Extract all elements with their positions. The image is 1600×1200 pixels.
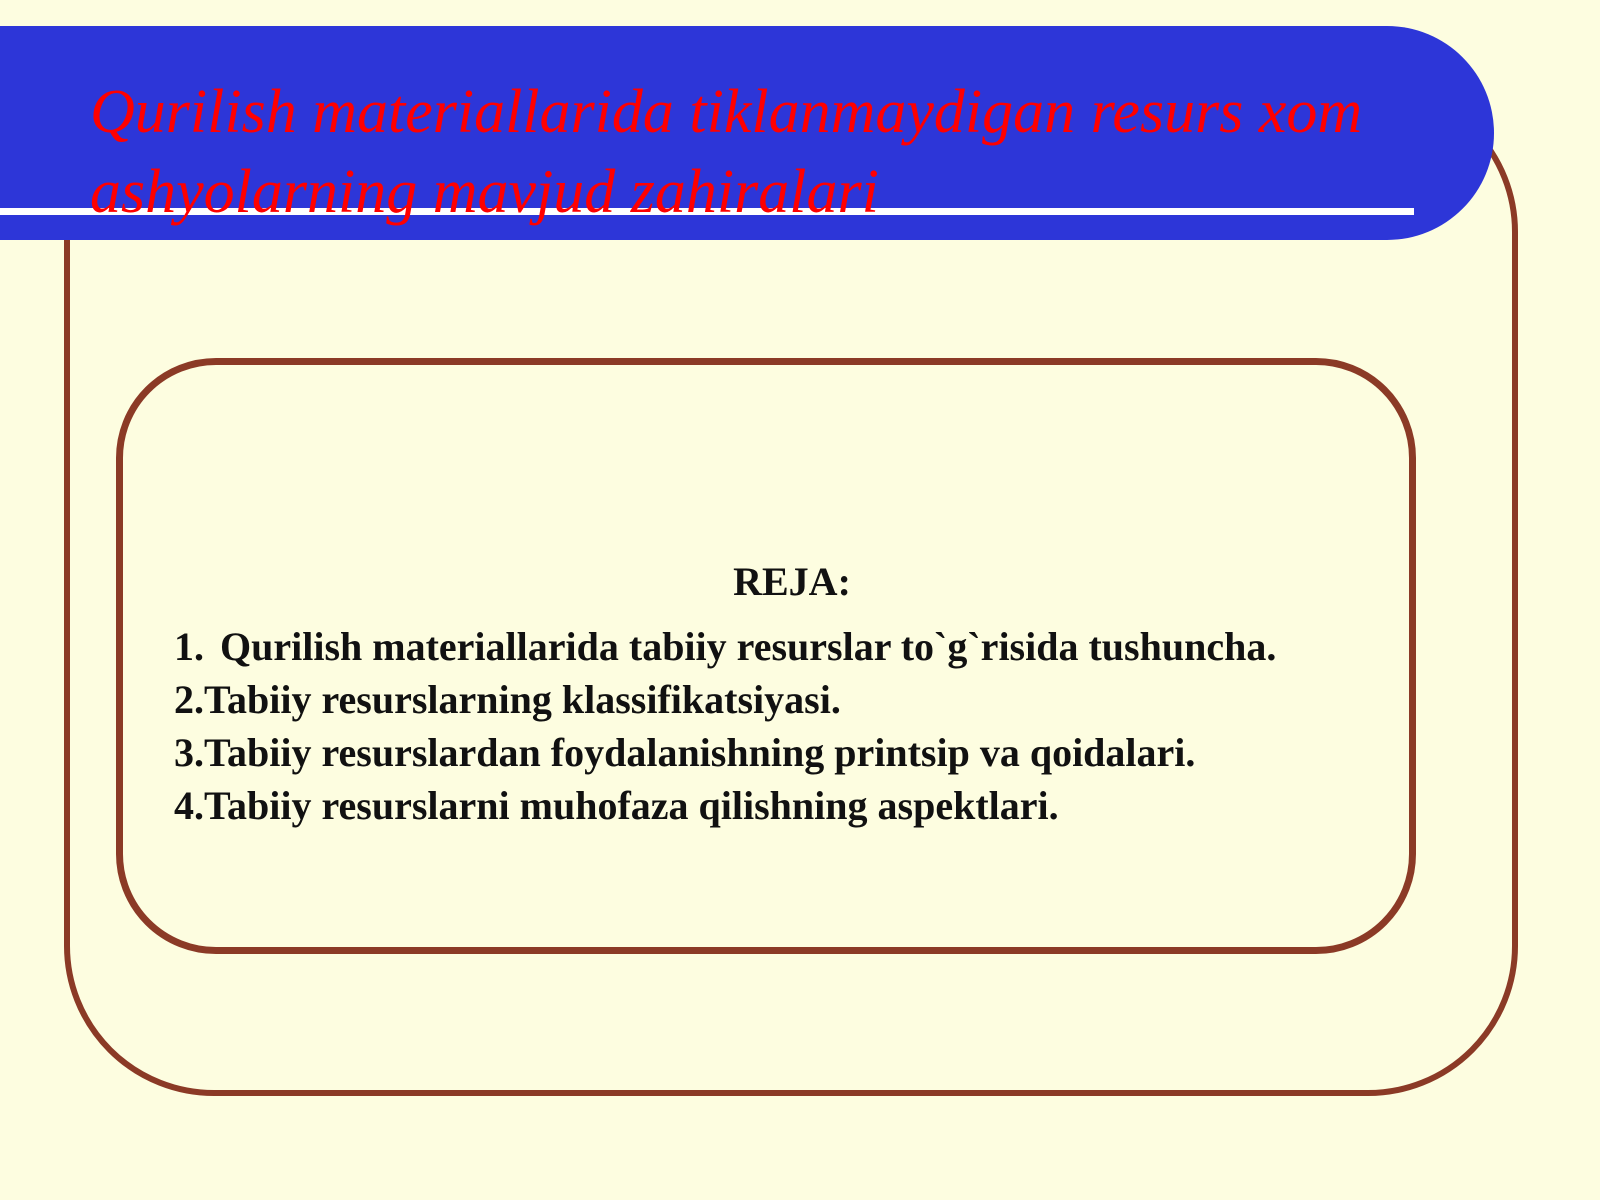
plan-item-number: 3. xyxy=(174,730,204,775)
plan-item-4 xyxy=(174,779,1374,832)
plan-heading: REJA: xyxy=(733,559,851,604)
plan-item-number: 1. xyxy=(174,624,204,669)
plan-item-text: Tabiiy resurslarni muhofaza qilishning aspektlari. xyxy=(204,783,1059,828)
slide-title: Qurilish materiallarida tiklanmaydigan resurs xom ashyolarning mavjud zahiralari xyxy=(90,78,1363,226)
plan-item-text: Tabiiy resurslarning klassifikatsiyasi. xyxy=(204,677,841,722)
plan-item-text: Qurilish materiallarida tabiiy resurslar to`g`risida tushuncha. xyxy=(220,624,1277,669)
plan-item-3 xyxy=(174,726,1374,779)
plan-item-1 xyxy=(174,620,1374,673)
plan-list xyxy=(174,620,1374,832)
plan-item-2 xyxy=(174,673,1374,726)
plan-item-text: Tabiiy resurslardan foydalanishning printsip va qoidalari. xyxy=(204,730,1196,775)
plan-item-number: 4. xyxy=(174,783,204,828)
plan-item-number: 2. xyxy=(174,677,204,722)
